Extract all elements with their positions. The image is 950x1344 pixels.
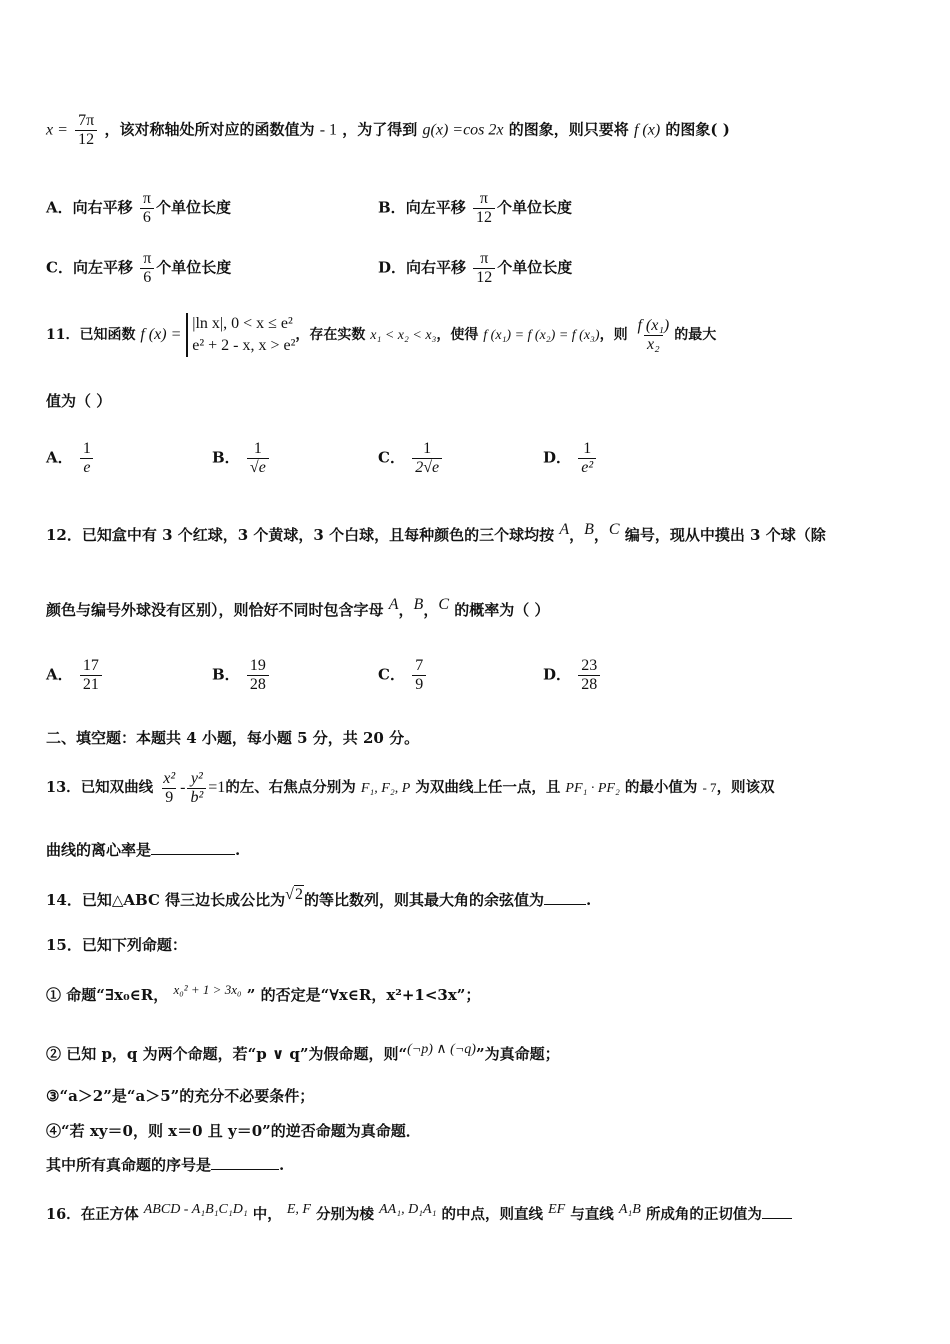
q16-edges: AA₁, D₁A₁: [379, 1202, 437, 1217]
q10-option-d[interactable]: [378, 250, 572, 287]
q12-option-b[interactable]: [212, 657, 271, 694]
q13-text1: 已知双曲线: [80, 779, 154, 796]
option-label: D．: [378, 258, 407, 277]
q15-end: .: [279, 1156, 285, 1174]
q11-text3: ，使得: [436, 327, 479, 343]
frac-num: f (x₁): [637, 316, 670, 334]
q11-text4: ，则: [599, 327, 628, 343]
option-fraction: [140, 190, 154, 227]
q16-number: 16．: [46, 1205, 81, 1223]
q10-lead-den: 12: [75, 130, 97, 149]
q13-rhs: =1: [208, 779, 226, 796]
frac-num: 7: [415, 657, 424, 674]
q13-text2: 的左、右焦点分别为: [225, 779, 356, 796]
q15-number: 15．: [46, 936, 82, 954]
q11-text1: 已知函数: [79, 327, 136, 343]
q13-number: 13．: [46, 779, 81, 796]
frac-den: x₂: [644, 335, 663, 354]
q16-text5: 与直线: [570, 1205, 614, 1223]
frac-num: π: [480, 250, 489, 267]
q14-answer-blank[interactable]: [544, 890, 586, 905]
q13-minus: -: [180, 779, 186, 796]
q12-letter-a: A: [388, 596, 399, 613]
frac-den: √e: [247, 458, 269, 477]
q15-item1-a: ① 命题“∃x₀∈R，: [46, 986, 169, 1004]
option-pre: 向左平移: [405, 198, 466, 217]
q12-option-a[interactable]: [46, 657, 104, 694]
q13-minval: - 7: [702, 780, 717, 795]
q12-text2: 编号，现从中摸出 3 个球（除: [624, 526, 826, 544]
option-label: C．: [378, 448, 405, 467]
option-label: C．: [46, 258, 73, 277]
q13-text4: 的最小值为: [624, 779, 698, 796]
q16-line2: A₁B: [618, 1202, 641, 1217]
frac-den: 28: [247, 675, 269, 694]
frac-num: 19: [249, 657, 266, 674]
option-post: 个单位长度: [497, 258, 573, 277]
frac-den: 6: [140, 268, 154, 287]
frac-num: 1: [423, 440, 432, 457]
option-label: A．: [46, 665, 73, 684]
q11-stem-cont: [46, 391, 910, 411]
q15-item1-b: ” 的否定是“∀x∈R，x²+1<3x”；: [246, 986, 481, 1004]
q13-text5: ，则该双: [716, 779, 775, 796]
option-post: 个单位长度: [496, 198, 572, 217]
frac-num: 17: [82, 657, 99, 674]
q12-letter-c: C: [438, 596, 450, 613]
frac-den: 2√e: [412, 458, 442, 477]
q10-text4: 的图象( ): [665, 120, 730, 139]
q12-letter-b: B: [413, 596, 424, 613]
q12-option-d[interactable]: [543, 657, 602, 694]
q14-stem: [46, 885, 910, 910]
option-post: 个单位长度: [155, 198, 231, 217]
q15-item-3: ③“a＞2”是“a＞5”的充分不必要条件；: [46, 1087, 315, 1105]
frac-den: 9: [412, 675, 426, 694]
option-fraction: [578, 657, 600, 694]
q11-ratio: [634, 317, 672, 354]
q10-option-a[interactable]: [46, 190, 231, 227]
q11-option-a[interactable]: [46, 440, 96, 477]
q11-eq: f (x₁) = f (x₂) = f (x₃): [483, 328, 600, 343]
q16-text6: 所成角的正切值为: [645, 1205, 762, 1223]
q12-stem: 12．已知盒中有 3 个红球，3 个黄球，3 个白球，且每种颜色的三个球均按 $^A$，$^B$，$^C$ 编号，现从中摸出 3 个球（除: [46, 521, 826, 544]
frac-den: 12: [473, 268, 495, 287]
q10-text1: ，该对称轴处所对应的函数值为: [104, 120, 315, 139]
q16-text1: 在正方体: [80, 1205, 139, 1223]
q11-piecewise: [186, 313, 295, 357]
q11-case1: |ln x|, 0 < x ≤ e²: [192, 315, 293, 332]
q15-ask-text: 其中所有真命题的序号是: [46, 1156, 212, 1174]
q10-option-b[interactable]: [378, 190, 572, 227]
option-fraction: [473, 250, 495, 287]
q13-end: .: [235, 841, 241, 859]
q10-text2: ，为了得到: [342, 120, 418, 139]
q10-option-c[interactable]: [46, 250, 231, 287]
q10-value: - 1: [319, 121, 338, 139]
option-fraction: [80, 657, 102, 694]
q16-cube: ABCD - A₁B₁C₁D₁: [143, 1202, 248, 1217]
q16-text3: 分别为棱: [316, 1205, 375, 1223]
q16-line1: EF: [548, 1202, 566, 1217]
q15-answer-blank[interactable]: [211, 1155, 279, 1170]
q15-title-text: 已知下列命题：: [81, 936, 187, 954]
q15-item-4: ④“若 xy＝0，则 x＝0 且 y＝0”的逆否命题为真命题．: [46, 1122, 421, 1140]
q10-stem: [46, 112, 910, 149]
option-pre: 向右平移: [406, 258, 467, 277]
q12-text1: 已知盒中有 3 个红球，3 个黄球，3 个白球，且每种颜色的三个球均按: [81, 526, 555, 544]
option-label: C．: [378, 665, 405, 684]
q11-option-b[interactable]: [212, 440, 271, 477]
frac-num: x²: [163, 769, 176, 787]
q13-frac-a: [160, 770, 178, 807]
frac-den: 9: [162, 788, 176, 807]
q14-text2: 的等比数列，则其最大角的余弦值为: [303, 891, 544, 909]
q13-frac-b: [187, 770, 206, 807]
q10-gfunc: g(x) =cos 2x: [422, 121, 504, 139]
option-label: B．: [212, 665, 240, 684]
q11-option-d[interactable]: [543, 440, 598, 477]
q13-stem-cont: [46, 840, 910, 860]
q14-text1: 已知△ABC 得三边长成公比为: [81, 891, 286, 909]
q10-text3: 的图象，则只要将: [508, 120, 629, 139]
frac-den: 6: [140, 208, 154, 227]
q12-number: 12．: [46, 526, 82, 544]
q13-dot: PF₁ · PF₂: [565, 781, 620, 796]
option-fraction: [247, 657, 269, 694]
q14-end: .: [585, 891, 592, 909]
q14-number: 14．: [46, 891, 82, 909]
q11-case2: e² + 2 - x, x > e²: [192, 337, 296, 354]
q11-text5: 的最大: [674, 327, 717, 343]
q16-answer-blank[interactable]: [762, 1204, 792, 1219]
section-heading: 二、填空题：本题共 4 小题，每小题 5 分，共 20 分。: [46, 729, 420, 747]
q12-letter-c: C: [608, 521, 620, 538]
option-label: B．: [378, 198, 406, 217]
option-pre: 向左平移: [72, 258, 133, 277]
q16-text4: 的中点，则直线: [441, 1205, 544, 1223]
q15-item-1: [46, 980, 910, 1005]
frac-den: b²: [187, 788, 206, 807]
q16-stem: [46, 1200, 910, 1225]
q15-ask: [46, 1155, 910, 1175]
q10-lead-fraction: [75, 112, 97, 149]
q15-item2-b: ”为真命题；: [475, 1045, 560, 1063]
frac-den: 12: [473, 208, 495, 227]
option-label: D．: [543, 665, 572, 684]
option-fraction: [412, 657, 426, 694]
q15-item2-a: ② 已知 p，q 为两个命题，若“p ∨ q”为假命题，则“: [46, 1045, 408, 1063]
q12-text3: 颜色与编号外球没有区别），则恰好不同时包含字母: [46, 601, 384, 619]
q13-foci: F₁, F₂, P: [360, 781, 411, 796]
option-pre: 向右平移: [72, 198, 133, 217]
q13-text6: 曲线的离心率是: [46, 841, 152, 859]
q15-title: [46, 935, 910, 955]
frac-num: 1: [583, 440, 592, 457]
frac-num: π: [479, 190, 488, 207]
q11-cond: x₁ < x₂ < x₃: [370, 328, 437, 343]
frac-num: 1: [253, 440, 262, 457]
option-fraction: [412, 440, 442, 477]
option-label: A．: [46, 198, 73, 217]
q12-option-c[interactable]: [378, 657, 428, 694]
option-post: 个单位长度: [156, 258, 232, 277]
q13-stem: [46, 768, 910, 809]
q15-item2-expr: (¬p) ∧ (¬q): [407, 1042, 476, 1057]
frac-num: 23: [581, 657, 598, 674]
q11-fx: f (x) =: [140, 326, 182, 343]
q11-stem: [46, 310, 910, 361]
option-label: B．: [212, 448, 240, 467]
option-label: D．: [543, 448, 572, 467]
q12-stem-cont: 颜色与编号外球没有区别），则恰好不同时包含字母 $^A$，$^B$，$^C$ 的概率为（ ）: [46, 596, 550, 619]
q10-lead-x: x =: [46, 121, 68, 139]
q14-ratio: √2: [285, 886, 303, 903]
frac-num: y²: [190, 769, 203, 787]
frac-num: 1: [82, 440, 91, 457]
option-fraction: [80, 440, 94, 477]
option-fraction: [578, 440, 596, 477]
q16-ef: E, F: [286, 1202, 311, 1217]
q10-ffunc: f (x): [633, 121, 661, 139]
q10-lead-num: 7π: [78, 112, 95, 129]
q14-ratio-value: 2: [294, 886, 303, 903]
option-fraction: [247, 440, 269, 477]
option-fraction: [473, 190, 495, 227]
q11-option-c[interactable]: [378, 440, 444, 477]
option-fraction: [140, 250, 154, 287]
q13-text3: 为双曲线上任一点，且: [415, 779, 561, 796]
q15-item-2: [46, 1040, 910, 1064]
frac-den: 28: [578, 675, 600, 694]
q11-text2: ，存在实数: [295, 327, 366, 343]
frac-den: e²: [578, 458, 596, 477]
frac-den: e: [80, 458, 93, 477]
q16-text2: 中，: [252, 1205, 282, 1223]
q15-item1-expr: x₀² + 1 > 3x₀: [173, 982, 242, 997]
frac-den: 21: [80, 675, 102, 694]
q12-letter-a: A: [559, 521, 570, 538]
frac-num: π: [143, 250, 152, 267]
q11-number: 11．: [46, 327, 80, 343]
q12-letter-b: B: [584, 521, 594, 538]
frac-num: π: [142, 190, 151, 207]
option-label: A．: [46, 448, 73, 467]
q12-text4: 的概率为（ ）: [454, 601, 550, 619]
q13-answer-blank[interactable]: [151, 840, 235, 855]
q11-text6: 值为（ ）: [46, 392, 112, 410]
